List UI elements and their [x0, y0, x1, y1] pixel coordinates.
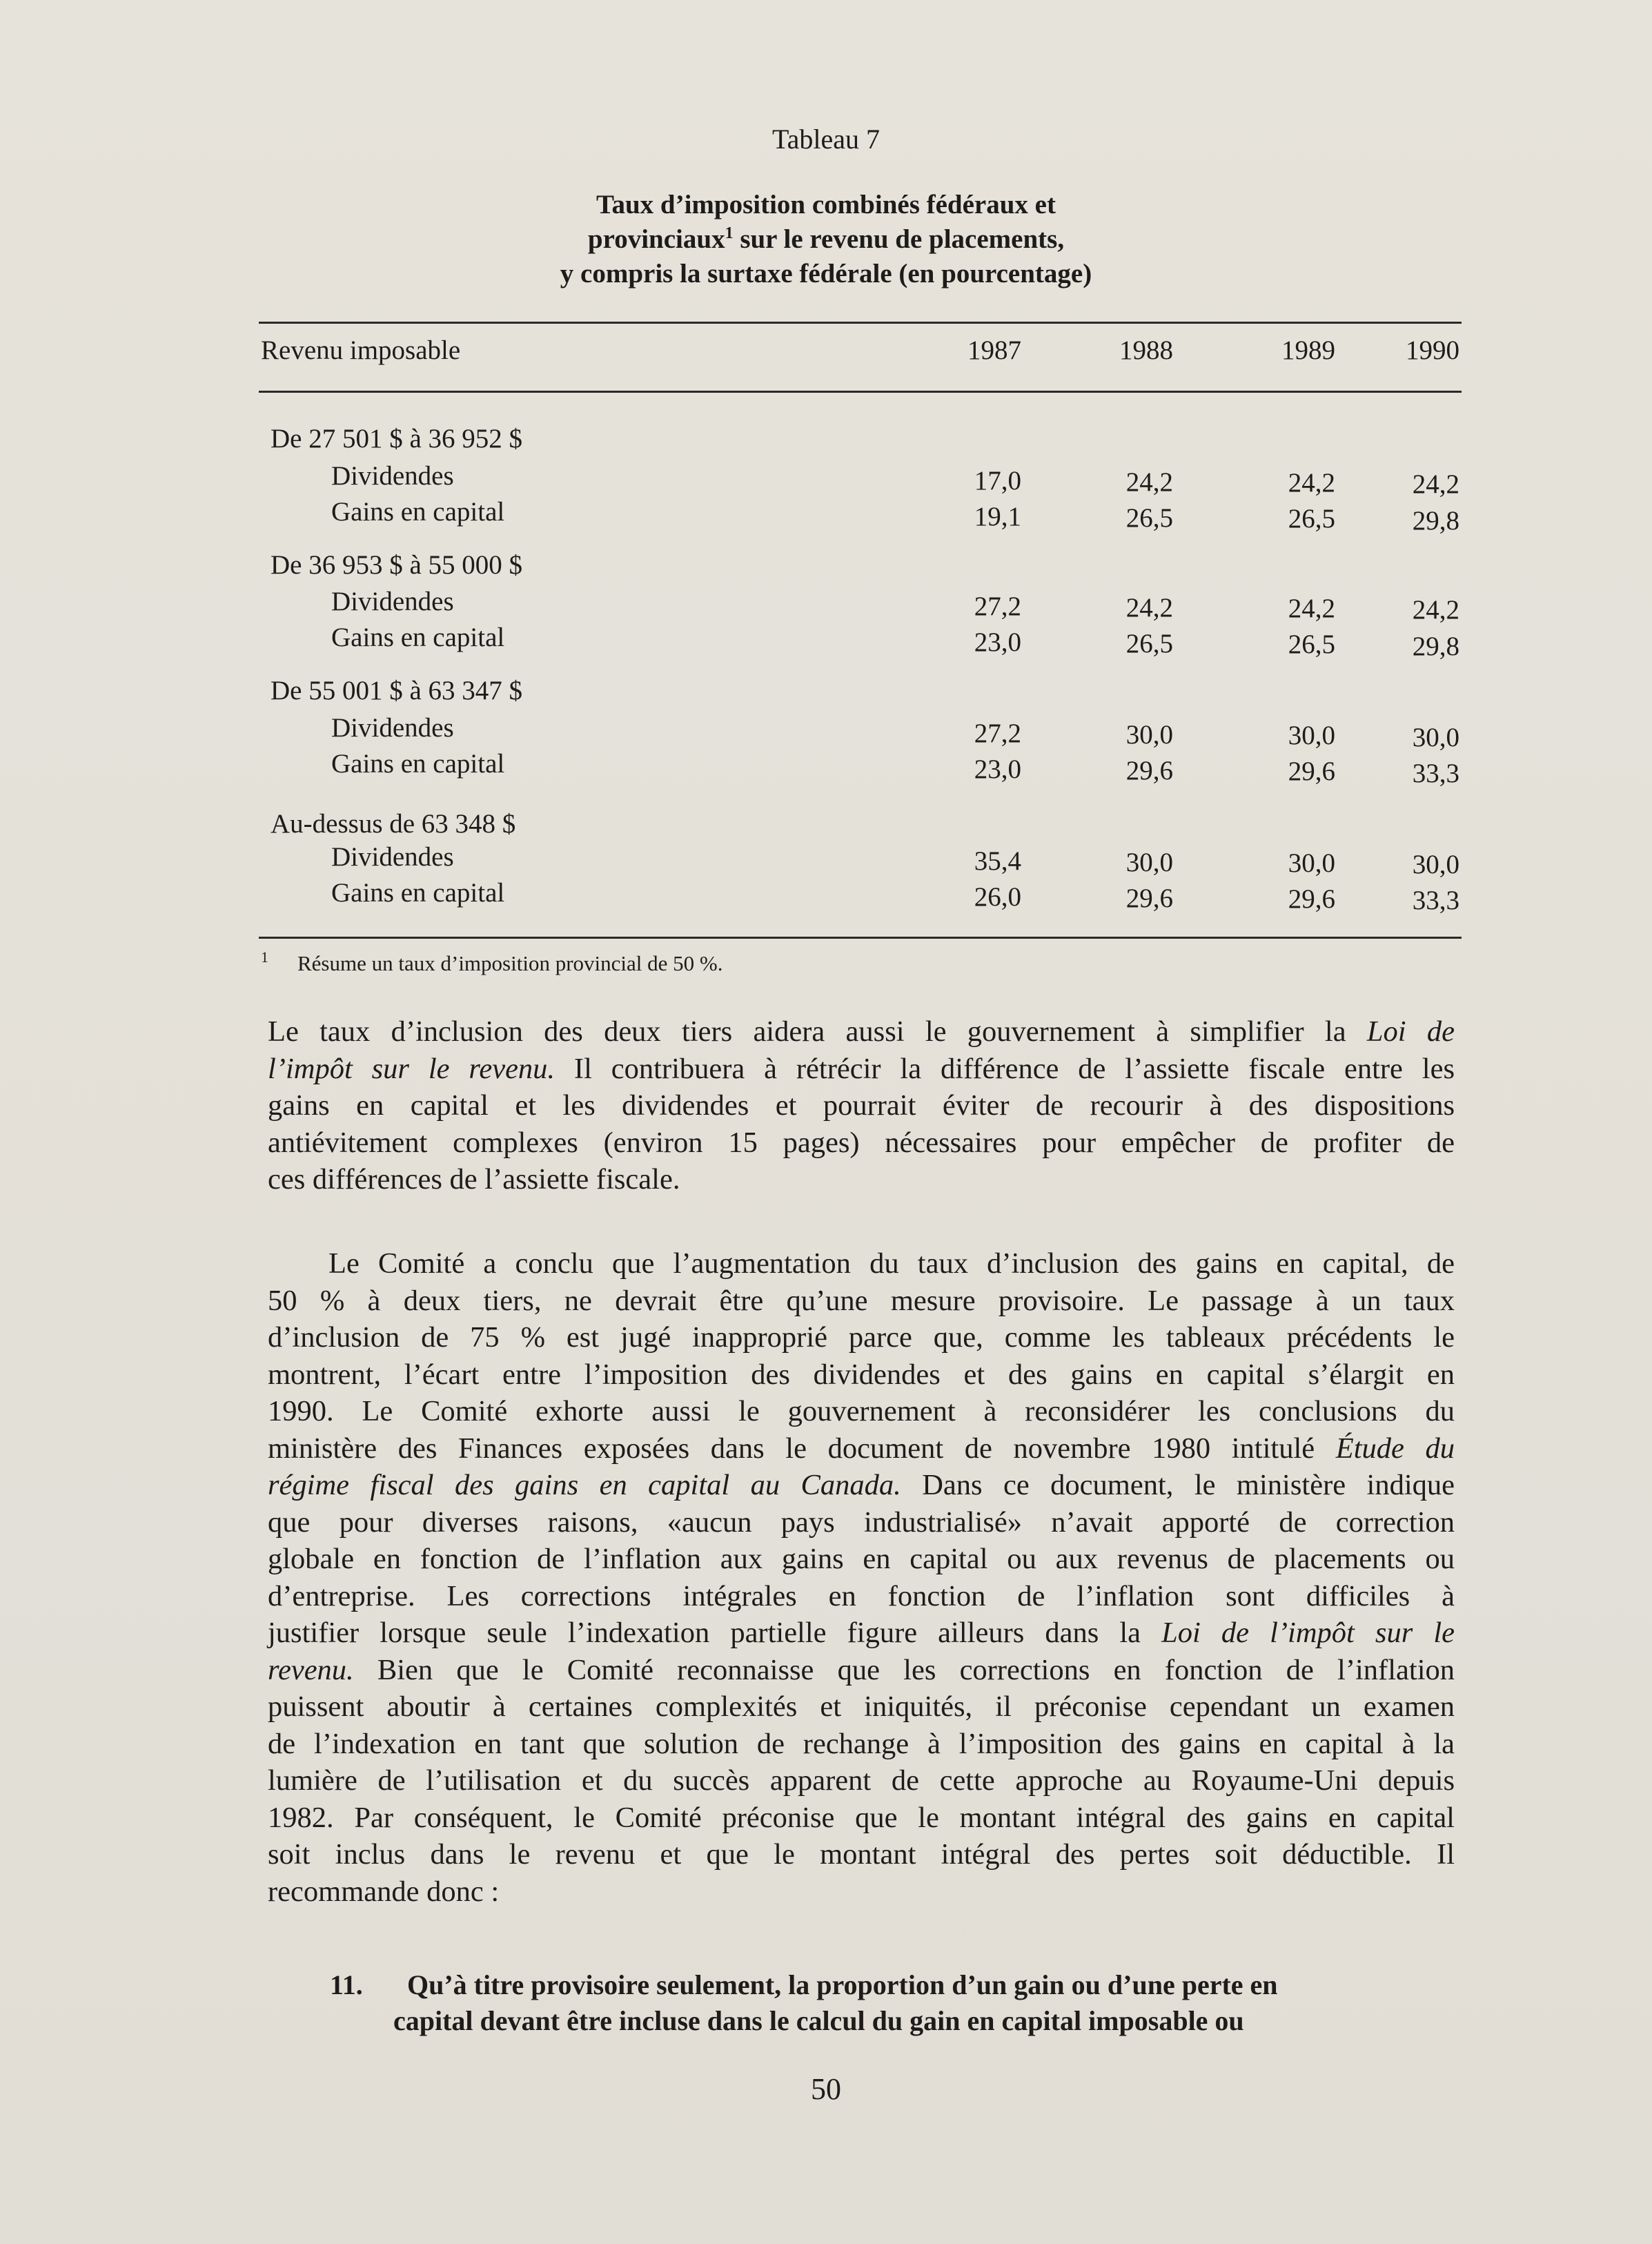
text-line: puissent aboutir à certaines complexités et iniquités, il préconise cependant un examen: [268, 1690, 1455, 1723]
text-line: [268, 1467, 1455, 1504]
table-cell: 26,5: [1288, 630, 1335, 659]
text-line: recommande donc :: [268, 1875, 500, 1908]
table-cell: 24,2: [1412, 595, 1459, 625]
table-cell: 33,3: [1412, 759, 1459, 788]
row-label: Gains en capital: [331, 749, 505, 779]
table-caption: [0, 188, 1652, 291]
table-cell: 33,3: [1412, 886, 1459, 915]
page-number: 50: [811, 2072, 841, 2106]
caption-line-1: Taux d’imposition combinés fédéraux et: [596, 190, 1056, 219]
text-run: Le taux d’inclusion des deux tiers aidera aussi le gouvernement à simplifier la: [268, 1015, 1367, 1048]
group-range: Au-dessus de 63 348 $: [271, 809, 516, 839]
text-run: justifier lorsque seule l’indexation partielle figure ailleurs dans la: [268, 1617, 1162, 1649]
table-cell: 26,0: [974, 882, 1021, 912]
table-top-rule: [259, 322, 1462, 324]
caption-footnote-mark: 1: [725, 224, 734, 242]
caption-line-2: [0, 222, 1652, 257]
table-cell: 24,2: [1412, 469, 1459, 499]
recommendation-number: 11.: [330, 1969, 363, 2000]
table-cell: 29,8: [1412, 506, 1459, 536]
text-line: 1990. Le Comité exhorte aussi le gouvernement à reconsidérer les conclusions du: [268, 1395, 1455, 1427]
paragraph-simplification: [268, 1013, 1455, 1198]
text-line: [268, 1051, 1455, 1088]
table-cell: 24,2: [1288, 594, 1335, 623]
paragraph-committee-conclusion: [268, 1245, 1455, 1910]
group-range: De 55 001 $ à 63 347 $: [271, 676, 523, 705]
row-label: Gains en capital: [331, 497, 505, 527]
recommendation-11: [330, 1967, 1399, 2039]
text-run: Bien que le Comité reconnaisse que les corrections en fonction de l’inflation: [353, 1653, 1455, 1686]
text-line: globale en fonction de l’inflation aux gains en capital ou aux revenus de placements ou: [268, 1543, 1455, 1575]
italic-law-title: revenu.: [268, 1653, 354, 1686]
table-cell: 29,6: [1288, 884, 1335, 914]
text-run: Il contribuera à rétrécir la différence de l’assiette fiscale entre les: [555, 1052, 1455, 1085]
text-line: d’entreprise. Les corrections intégrales en fonction de l’inflation sont difficiles à: [268, 1579, 1455, 1612]
text-line: gains en capital et les dividendes et pourrait éviter de recourir à des dispositions: [268, 1089, 1455, 1122]
italic-document-title: Étude du: [1335, 1432, 1455, 1465]
row-label: Dividendes: [331, 842, 454, 872]
table-cell: 30,0: [1412, 723, 1459, 752]
caption-line-2-start: provinciaux: [587, 224, 725, 254]
table-cell: 26,5: [1288, 504, 1335, 534]
header-year-1990: 1990: [1406, 335, 1459, 365]
caption-line-2-end: sur le revenu de placements,: [733, 224, 1065, 254]
text-line: que pour diverses raisons, «aucun pays industrialisé» n’avait apporté de correction: [268, 1505, 1455, 1539]
text-line: montrent, l’écart entre l’imposition des dividendes et des gains en capital s’élargit en: [268, 1358, 1455, 1391]
text-line: soit inclus dans le revenu et que le montant intégral des pertes soit déductible. Il: [268, 1838, 1455, 1871]
table-cell: 24,2: [1125, 593, 1173, 623]
row-label: Dividendes: [331, 713, 454, 743]
header-year-1989: 1989: [1281, 335, 1335, 365]
table-cell: 35,4: [974, 846, 1021, 876]
table-bottom-rule: [259, 937, 1462, 939]
table-cell: 29,6: [1125, 884, 1173, 913]
italic-document-title: régime fiscal des gains en capital au Canada.: [268, 1469, 901, 1501]
table-cell: 29,6: [1288, 757, 1335, 786]
row-label: Gains en capital: [331, 623, 505, 652]
table-cell: 27,2: [974, 719, 1021, 748]
table-cell: 29,6: [1125, 756, 1173, 786]
footnote-mark: 1: [261, 948, 268, 966]
table-footnote: [261, 948, 722, 976]
table-cell: 29,8: [1412, 632, 1459, 661]
table-cell: 23,0: [974, 627, 1021, 657]
group-range: De 36 953 $ à 55 000 $: [271, 550, 523, 580]
table-title: Tableau 7: [771, 124, 880, 155]
text-line: [268, 1652, 1455, 1689]
text-line: [268, 1614, 1455, 1652]
group-range: De 27 501 $ à 36 952 $: [271, 424, 523, 453]
table-cell: 27,2: [974, 592, 1021, 621]
table-cell: 23,0: [974, 754, 1021, 784]
table-cell: 19,1: [974, 502, 1021, 531]
table-cell: 30,0: [1412, 850, 1459, 879]
text-run: Dans ce document, le ministère indique: [901, 1469, 1455, 1501]
table-cell: 17,0: [974, 466, 1021, 496]
table-cell: 26,5: [1125, 503, 1173, 533]
header-year-1987: 1987: [967, 335, 1021, 365]
text-line: de l’indexation en tant que solution de rechange à l’imposition des gains en capital à la: [268, 1727, 1455, 1760]
text-line: [268, 1430, 1455, 1467]
header-label: Revenu imposable: [261, 335, 461, 365]
row-label: Gains en capital: [331, 878, 505, 908]
text-line: 1982. Par conséquent, le Comité préconise que le montant intégral des gains en capital: [268, 1801, 1455, 1834]
text-line: Le Comité a conclu que l’augmentation du taux d’inclusion des gains en capital, de: [328, 1247, 1455, 1280]
text-line: [268, 1013, 1455, 1051]
footnote-text: Résume un taux d’imposition provincial de 50 %.: [297, 951, 723, 975]
text-run: ministère des Finances exposées dans le document de novembre 1980 intitulé: [268, 1432, 1336, 1465]
text-line: d’inclusion de 75 % est jugé inapproprié parce que, comme les tableaux précédents le: [268, 1321, 1455, 1354]
table-cell: 30,0: [1288, 721, 1335, 750]
row-label: Dividendes: [331, 461, 454, 491]
italic-law-title: Loi de: [1366, 1015, 1455, 1048]
recommendation-line: capital devant être incluse dans le calcul du gain en capital imposable ou: [393, 2005, 1244, 2036]
table-cell: 24,2: [1125, 467, 1173, 497]
table-cell: 30,0: [1125, 720, 1173, 750]
table-cell: 24,2: [1288, 468, 1335, 498]
text-line: antiévitement complexes (environ 15 pages) nécessaires pour empêcher de profiter de: [268, 1126, 1455, 1159]
row-label: Dividendes: [331, 587, 454, 616]
table-cell: 30,0: [1125, 848, 1173, 877]
text-line: 50 % à deux tiers, ne devrait être qu’une mesure provisoire. Le passage à un taux: [268, 1284, 1455, 1317]
recommendation-line: Qu’à titre provisoire seulement, la proportion d’un gain ou d’une perte en: [407, 1969, 1278, 2000]
table-cell: 30,0: [1288, 848, 1335, 878]
header-year-1988: 1988: [1119, 335, 1173, 365]
italic-law-title: Loi de l’impôt sur le: [1161, 1617, 1455, 1649]
italic-law-title: l’impôt sur le revenu.: [268, 1052, 555, 1085]
caption-line-3: y compris la surtaxe fédérale (en pourcentage): [560, 259, 1092, 289]
text-line: lumière de l’utilisation et du succès apparent de cette approche au Royaume-Uni depuis: [268, 1764, 1455, 1797]
table-header-rule: [259, 391, 1462, 393]
text-line: ces différences de l’assiette fiscale.: [268, 1163, 680, 1196]
table-cell: 26,5: [1125, 629, 1173, 658]
